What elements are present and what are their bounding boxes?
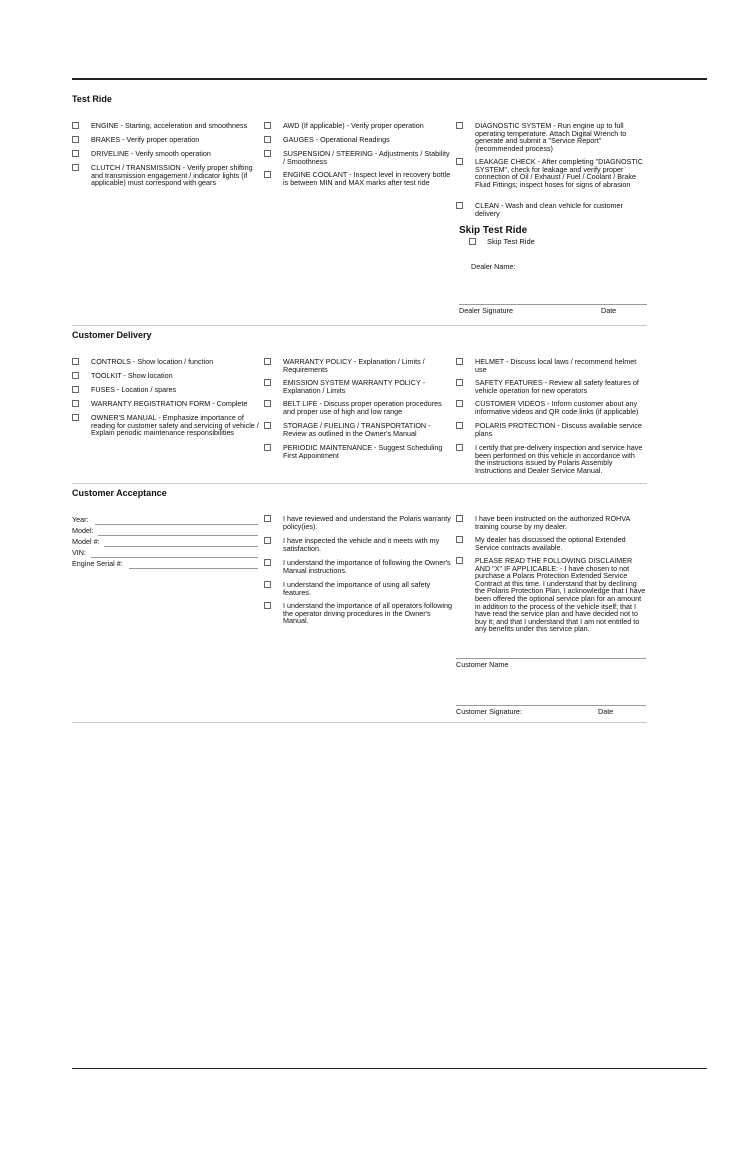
checklist-item (456, 122, 646, 158)
bottom-rule (72, 1068, 707, 1069)
checkbox[interactable] (264, 400, 271, 407)
checklist-item (264, 515, 452, 537)
checklist-item (456, 158, 646, 202)
checklist-item (264, 136, 452, 150)
model-number-input[interactable] (104, 546, 258, 547)
divider (72, 722, 647, 723)
item-label: I certify that pre-delivery inspection and service have been performed on this vehicle in accordance with the instructions issued by Polaris Assembly Instructions and Dealer Service Manual. (475, 443, 643, 475)
delivery-col3 (456, 358, 646, 474)
delivery-col1 (72, 358, 264, 437)
test-ride-col2 (264, 122, 452, 186)
checkbox[interactable] (456, 122, 463, 129)
item-label: I have been instructed on the authorized ROHVA training course by my dealer. (475, 514, 630, 531)
acceptance-col2 (264, 515, 452, 625)
item-label: WARRANTY REGISTRATION FORM - Complete (91, 399, 248, 408)
item-label: ENGINE COOLANT - Inspect level in recovery bottle is between MIN and MAX marks after test ride (283, 170, 451, 187)
skip-test-ride-title: Skip Test Ride (459, 225, 528, 236)
skip-test-ride-label: Skip Test Ride (487, 237, 535, 246)
item-label: I understand the importance of following the Owner's Manual instructions. (283, 558, 451, 575)
checklist-item (264, 602, 452, 625)
checklist-item (72, 400, 264, 414)
checklist-item (456, 444, 646, 474)
checkbox[interactable] (264, 122, 271, 129)
item-label: DRIVELINE - Verify smooth operation (91, 149, 211, 158)
checklist-item (72, 372, 264, 386)
dealer-date-label: Date (601, 306, 617, 315)
checkbox[interactable] (456, 358, 463, 365)
item-label: I have inspected the vehicle and it meets with my satisfaction. (283, 536, 440, 553)
checkbox[interactable] (456, 379, 463, 386)
item-label: SUSPENSION / STEERING - Adjustments / Stability / Smoothness (283, 149, 450, 166)
item-label: GAUGES - Operational Readings (283, 135, 390, 144)
top-rule (72, 78, 707, 80)
year-label: Year: (72, 515, 89, 524)
item-label: STORAGE / FUELING / TRANSPORTATION - Review as outlined in the Owner's Manual (283, 421, 431, 438)
checklist-item (72, 136, 262, 150)
test-ride-col1 (72, 122, 262, 187)
checkbox[interactable] (456, 202, 463, 209)
checkbox[interactable] (264, 444, 271, 451)
checkbox[interactable] (456, 400, 463, 407)
checkbox[interactable] (72, 372, 79, 379)
checklist-item (456, 400, 646, 422)
checklist-item (456, 536, 646, 557)
checklist-item (456, 422, 646, 444)
checkbox[interactable] (264, 422, 271, 429)
item-label: CUSTOMER VIDEOS - Inform customer about any informative videos and QR code links (if applicable) (475, 399, 639, 416)
item-label: BELT LIFE - Discuss proper operation procedures and proper use of high and low range (283, 399, 442, 416)
customer-name-label: Customer Name (456, 660, 509, 669)
checkbox[interactable] (264, 150, 271, 157)
checkbox[interactable] (72, 400, 79, 407)
model-label: Model: (72, 526, 94, 535)
checklist-item (264, 171, 452, 186)
item-label: PERIODIC MAINTENANCE - Suggest Scheduling First Appointment (283, 443, 443, 460)
checkbox[interactable] (264, 136, 271, 143)
item-label: POLARIS PROTECTION - Discuss available service plans (475, 421, 642, 438)
checklist-item (264, 537, 452, 559)
checkbox[interactable] (264, 171, 271, 178)
item-label: I have reviewed and understand the Polaris warranty policy(ies). (283, 514, 451, 531)
item-label: CONTROLS - Show location / function (91, 357, 214, 366)
checkbox[interactable] (264, 537, 271, 544)
checklist-item (264, 559, 452, 581)
test-ride-col3 (456, 122, 646, 217)
item-label: OWNER'S MANUAL - Emphasize importance of reading for customer safety and servicing of vehicle / Explain periodic maintenance responsibilities (91, 413, 259, 438)
item-label: I understand the importance of using all safety features. (283, 580, 431, 597)
checkbox[interactable] (72, 386, 79, 393)
checklist-item (72, 122, 262, 136)
checklist-item (264, 122, 452, 136)
checkbox[interactable] (72, 136, 79, 143)
checkbox[interactable] (72, 358, 79, 365)
item-label: CLEAN - Wash and clean vehicle for customer delivery (475, 201, 623, 218)
item-label: CLUTCH / TRANSMISSION - Verify proper shifting and transmission engagement / indicator lights (if applicable) must correspond with gears (91, 163, 253, 188)
checklist-item (456, 358, 646, 379)
checklist-item (72, 386, 264, 400)
year-input[interactable] (95, 524, 258, 525)
item-label: FUSES - Location / spares (91, 385, 177, 394)
delivery-col2 (264, 358, 452, 459)
checkbox[interactable] (72, 164, 79, 171)
item-label: I understand the importance of all operators following the operator driving procedures in the Owner's Manual. (283, 601, 453, 626)
checklist-item (264, 581, 452, 602)
item-label: TOOLKIT - Show location (91, 371, 173, 380)
dealer-signature-label: Dealer Signature (459, 306, 513, 315)
checkbox[interactable] (72, 414, 79, 421)
checkbox[interactable] (456, 515, 463, 522)
checkbox[interactable] (456, 444, 463, 451)
checklist-item (264, 150, 452, 171)
item-label: BRAKES - Verify proper operation (91, 135, 200, 144)
checklist-item (264, 444, 452, 459)
section-title-test-ride: Test Ride (72, 94, 112, 104)
checklist-item (456, 379, 646, 400)
section-title-customer-acceptance: Customer Acceptance (72, 488, 167, 498)
divider (72, 483, 647, 484)
checkbox[interactable] (456, 536, 463, 543)
vin-input[interactable] (91, 557, 258, 558)
item-label: WARRANTY POLICY - Explanation / Limits / Requirements (283, 357, 425, 374)
engine-serial-label: Engine Serial #: (72, 559, 123, 568)
customer-signature-line[interactable] (456, 705, 646, 706)
customer-date-label: Date (598, 707, 614, 716)
checklist-item (72, 414, 264, 437)
dealer-name-label: Dealer Name: (471, 262, 516, 271)
checklist-item (264, 379, 452, 400)
item-label: HELMET - Discuss local laws / recommend helmet use (475, 357, 637, 374)
skip-test-ride-checkbox[interactable] (469, 238, 476, 245)
vin-label: VIN: (72, 548, 86, 557)
checklist-item (264, 400, 452, 422)
checklist-item (72, 164, 262, 187)
item-label: AWD (If applicable) - Verify proper operation (283, 121, 424, 130)
section-title-customer-delivery: Customer Delivery (72, 330, 152, 340)
checklist-item (456, 515, 646, 536)
item-label: EMISSION SYSTEM WARRANTY POLICY - Explanation / Limits (283, 378, 426, 395)
item-label: My dealer has discussed the optional Extended Service contracts available. (475, 535, 626, 552)
checklist-item (456, 557, 646, 633)
skip-test-ride-option (469, 237, 535, 246)
dealer-signature-line[interactable] (459, 304, 647, 305)
checkbox[interactable] (264, 358, 271, 365)
item-label: LEAKAGE CHECK - After completing "DIAGNOSTIC SYSTEM", check for leakage and verify proper connection of Oil / Exhaust / Fuel / Coolant / Brake Fluid Fittings; inspect hoses for signs of abrasion (475, 157, 643, 189)
customer-name-line[interactable] (456, 658, 646, 659)
item-label: SAFETY FEATURES - Review all safety features of vehicle operation for new operators (475, 378, 639, 395)
model-number-label: Model #: (72, 537, 100, 546)
checklist-item (264, 358, 452, 379)
checkbox[interactable] (456, 158, 463, 165)
checkbox[interactable] (72, 122, 79, 129)
divider (72, 325, 647, 326)
model-input[interactable] (98, 535, 258, 536)
acceptance-col3 (456, 515, 646, 633)
checkbox[interactable] (264, 581, 271, 588)
checkbox[interactable] (456, 422, 463, 429)
item-label: DIAGNOSTIC SYSTEM - Run engine up to full operating temperature. Attach Digital Wrench to generate and submit a "Service Report" (recommended process) (475, 121, 627, 153)
checklist-item (456, 202, 646, 217)
item-label: ENGINE - Starting, acceleration and smoothness (91, 121, 248, 130)
engine-serial-input[interactable] (129, 568, 258, 569)
checklist-item (72, 358, 264, 372)
checkbox[interactable] (264, 559, 271, 566)
checkbox[interactable] (456, 557, 463, 564)
checkbox[interactable] (264, 515, 271, 522)
item-label: PLEASE READ THE FOLLOWING DISCLAIMER AND "X" IF APPLICABLE: - I have chosen to not purchase a Polaris Protection Extended Service Contract at this time. I understand that by declining the Polaris Protection Plan, I acknowledge that I have been offered the optional service plan for an amount in addition to the process of the vehicle itself; that I have read the service plan and have decided not to buy it; and that I understand that I am not entitled to any benefits under this service plan. (475, 556, 646, 634)
customer-signature-label: Customer Signature: (456, 707, 522, 716)
checkbox[interactable] (72, 150, 79, 157)
checkbox[interactable] (264, 379, 271, 386)
checklist-item (264, 422, 452, 444)
checklist-item (72, 150, 262, 164)
checkbox[interactable] (264, 602, 271, 609)
